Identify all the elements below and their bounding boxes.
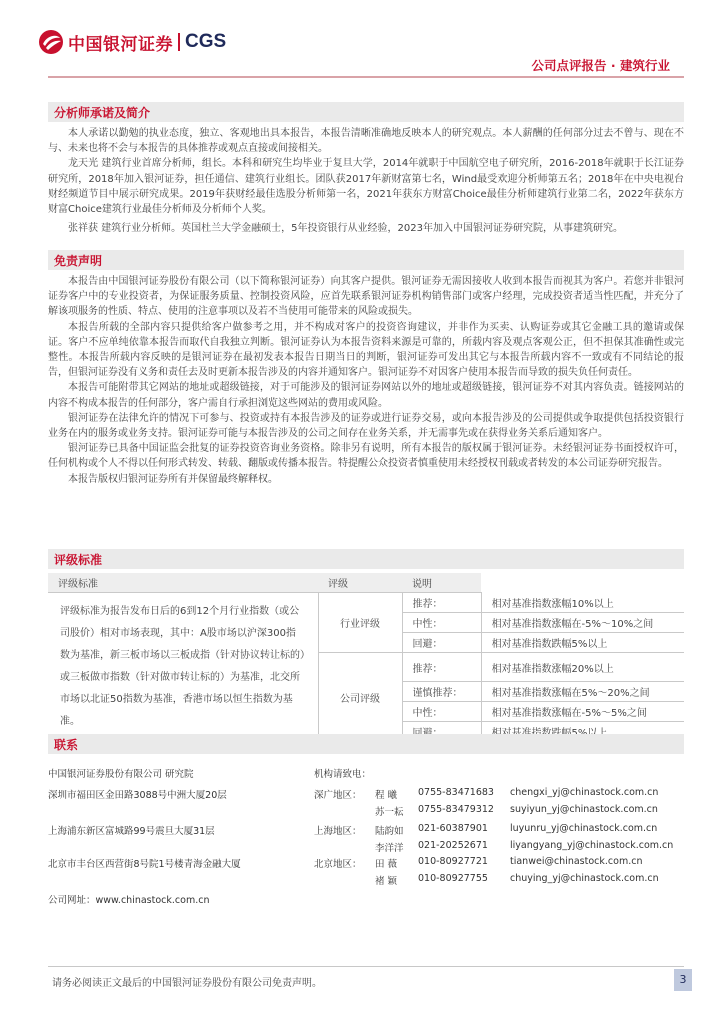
- analyst-section-header: [48, 102, 684, 122]
- contact-phone: 021-60387901: [418, 823, 488, 834]
- contact-name: 褚 颖: [375, 876, 398, 887]
- contact-phone: 0755-83471683: [418, 787, 494, 798]
- rating-section-header: [48, 549, 684, 569]
- footer-divider: [48, 966, 684, 967]
- contact-phone: 0755-83479312: [418, 804, 494, 815]
- sales-contact-title: 机构请致电：: [314, 769, 372, 780]
- galaxy-logo-icon: [38, 29, 64, 55]
- rating-desc: 相对基准指数跌幅5%以上: [481, 633, 684, 653]
- contact-email[interactable]: tianwei@chinastock.com.cn: [510, 856, 643, 867]
- logo-text-cn: 中国银河证券: [68, 34, 173, 55]
- section-title: 免责声明: [54, 254, 103, 268]
- disclaimer-section-body: [48, 274, 684, 487]
- page-number: 3: [674, 969, 692, 991]
- industry-rating-label: 行业评级: [318, 593, 402, 653]
- disclaimer-paragraph: 银河证券已具备中国证监会批复的证券投资咨询业务资格。除非另有说明，所有本报告的版权属于银河证券。未经银河证券书面授权许可，任何机构或个人不得以任何形式转发、转载、翻版或传播本报告。特提醒公众投资者慎重使用未经授权刊载或者转发的本公司证券研究报告。: [48, 443, 684, 470]
- contact-section-header: [48, 734, 684, 754]
- rating-desc: 相对基准指数涨幅在5%～20%之间: [481, 682, 684, 702]
- company-rating-label: 公司评级: [318, 653, 402, 742]
- region-label: 北京地区：: [314, 859, 362, 870]
- region-label: 深广地区：: [314, 790, 362, 801]
- analyst-bio-1: 龙天光 建筑行业首席分析师，组长。本科和研究生均毕业于复旦大学，2014年就职于中国航空电子研究所，2016-2018年就职于长江证券研究所，2018年加入银河证券，担任通信、建筑行业组长。团队获2017年新财富第七名，Wind最受欢迎分析师第五名；2018年在中央电视台财经频道节目中展示研究成果。2019年获财经最佳选股分析师第一名，2021年获东方财富Choice最佳分析师建筑行业第二名，2022年获东方财富Choice建筑行业最佳分析师及分析师个人奖。: [48, 158, 684, 216]
- contact-name: 田 薇: [375, 859, 398, 870]
- rating-desc: 相对基准指数涨幅10%以上: [481, 593, 684, 613]
- rating-level: 回避：: [402, 633, 481, 653]
- table-row: [48, 593, 684, 613]
- section-title: 评级标准: [54, 553, 103, 567]
- section-title: 联系: [54, 738, 79, 752]
- rating-criteria-description: 评级标准为报告发布日后的6到12个月行业指数（或公司股价）相对市场表现，其中：A股市场以沪深300指数为基准，新三板市场以三板成指（针对协议转让标的）或三板做市指数（针对做市转让标的）为基准，北交所市场以北证50指数为基准，香港市场以恒生指数为基准。: [48, 593, 318, 742]
- logo-text-en: CGS: [185, 31, 227, 52]
- rating-desc: 相对基准指数涨幅在-5%～10%之间: [481, 613, 684, 633]
- disclaimer-paragraph: 银河证券在法律允许的情况下可参与、投资或持有本报告涉及的证券或进行证券交易，或向本报告涉及的公司提供或争取提供包括投资银行业务在内的服务或业务支持。银河证券可能与本报告涉及的公司之间存在业务关系，并无需事先或在获得业务关系后通知客户。: [48, 412, 684, 440]
- contact-name: 李洋洋: [375, 843, 404, 854]
- rating-level: 推荐：: [402, 653, 481, 682]
- analyst-section-body: [48, 126, 684, 236]
- disclaimer-paragraph: 本报告所载的全部内容只提供给客户做参考之用，并不构成对客户的投资咨询建议，并非作为买卖、认购证券或其它金融工具的邀请或保证。客户不应单纯依靠本报告而取代自我独立判断。银河证券认为本报告资料来源是可靠的，所载内容及观点客观公正，但不担保其准确性或完整性。本报告所载内容反映的是银河证券在最初发表本报告日期当日的判断，银河证券可发出其它与本报告所载内容不一致或有不同结论的报告，但银河证券没有义务和责任去及时更新本报告涉及的内容并通知客户。银河证券不对因客户使用本报告而导致的损失负任何责任。: [48, 321, 684, 379]
- contact-email[interactable]: liyangyang_yj@chinastock.com.cn: [510, 840, 674, 851]
- contact-phone: 010-80927755: [418, 873, 488, 884]
- address-shanghai: 上海浦东新区富城路99号震旦大厦31层: [48, 826, 215, 837]
- company-website[interactable]: 公司网址：www.chinastock.com.cn: [48, 895, 210, 906]
- rating-header-criteria: 评级标准: [48, 573, 318, 593]
- footer-disclaimer-note: 请务必阅读正文最后的中国银河证券股份有限公司免责声明。: [52, 978, 322, 989]
- rating-level: 中性：: [402, 702, 481, 722]
- report-type-label: 公司点评报告 · 建筑行业: [531, 58, 670, 73]
- contact-name: 程 曦: [375, 790, 398, 801]
- rating-table-header-row: [48, 573, 684, 593]
- contact-name: 苏一耘: [375, 807, 404, 818]
- analyst-commitment: 本人承诺以勤勉的执业态度，独立、客观地出具本报告，本报告清晰准确地反映本人的研究观点。本人薪酬的任何部分过去不曾与、现在不与、未来也将不会与本报告的具体推荐或观点直接或间接相关。: [48, 128, 684, 155]
- contact-phone: 010-80927721: [418, 856, 488, 867]
- contact-name: 陆韵如: [375, 826, 404, 837]
- rating-level: 中性：: [402, 613, 481, 633]
- contact-email[interactable]: chengxi_yj@chinastock.com.cn: [510, 787, 659, 798]
- rating-level: 推荐：: [402, 593, 481, 613]
- rating-header-level: 评级: [318, 573, 402, 593]
- header-divider: [48, 76, 684, 78]
- contact-phone: 021-20252671: [418, 840, 488, 851]
- institute-name: 中国银河证券股份有限公司 研究院: [48, 769, 194, 780]
- analyst-bio-2: 张祥获 建筑行业分析师。英国杜兰大学金融硕士，5年投资银行从业经验，2023年加入中国银河证券研究院，从事建筑研究。: [68, 223, 623, 235]
- disclaimer-paragraph: 本报告版权归银河证券所有并保留最终解释权。: [68, 473, 278, 485]
- rating-desc: 相对基准指数涨幅在-5%～5%之间: [481, 702, 684, 722]
- address-beijing: 北京市丰台区西营街8号院1号楼青海金融大厦: [48, 859, 241, 870]
- disclaimer-paragraph: 本报告由中国银河证券股份有限公司（以下简称银河证券）向其客户提供。银河证券无需因接收人收到本报告而视其为客户。若您并非银河证券客户中的专业投资者，为保证服务质量、控制投资风险，应首先联系银河证券机构销售部门或客户经理，完成投资者适当性匹配，并充分了解该项服务的性质、特点、使用的注意事项以及若不当使用可能带来的风险或损失。: [48, 276, 684, 318]
- disclaimer-paragraph: 本报告可能附带其它网站的地址或超级链接，对于可能涉及的银河证券网站以外的地址或超级链接，银河证券不对其内容负责。链接网站的内容不构成本报告的任何部分，客户需自行承担浏览这些网站的费用或风险。: [48, 382, 684, 409]
- rating-table: [48, 573, 684, 742]
- contact-email[interactable]: suyiyun_yj@chinastock.com.cn: [510, 804, 658, 815]
- address-shenzhen: 深圳市福田区金田路3088号中洲大厦20层: [48, 790, 227, 801]
- company-logo: [38, 28, 226, 56]
- contact-email[interactable]: luyunru_yj@chinastock.com.cn: [510, 823, 658, 834]
- rating-header-desc: 说明: [402, 573, 481, 593]
- contact-email[interactable]: chuying_yj@chinastock.com.cn: [510, 873, 659, 884]
- logo-divider: [178, 33, 180, 51]
- disclaimer-section-header: [48, 250, 684, 270]
- section-title: 分析师承诺及简介: [54, 106, 151, 120]
- rating-level: 谨慎推荐：: [402, 682, 481, 702]
- rating-desc: 相对基准指数涨幅20%以上: [481, 653, 684, 682]
- region-label: 上海地区：: [314, 826, 362, 837]
